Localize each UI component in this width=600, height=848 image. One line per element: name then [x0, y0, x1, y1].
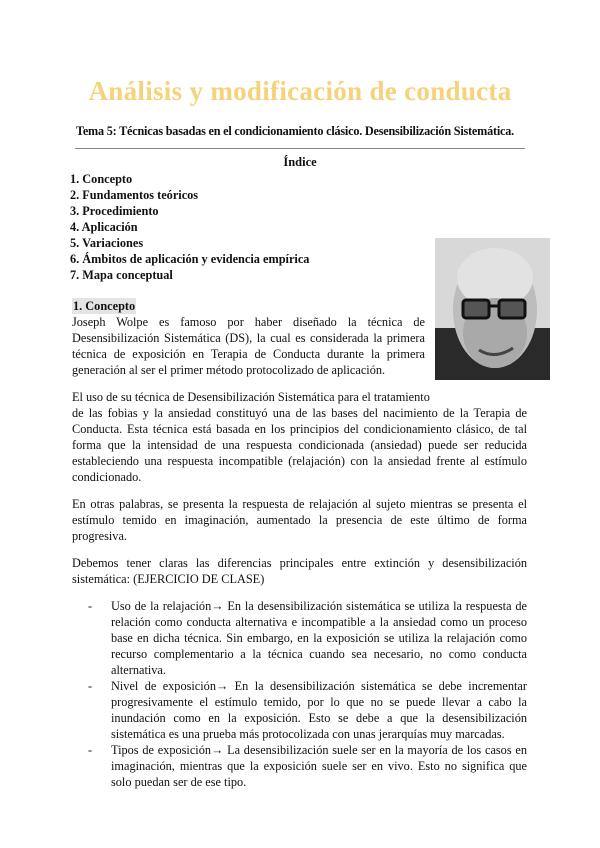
index-item: 7. Mapa conceptual: [70, 268, 173, 282]
list-item: [88, 678, 527, 742]
paragraph: El uso de su técnica de Desensibilización Sistemática para el tratamiento: [72, 390, 430, 404]
section-heading-concepto: 1. Concepto: [73, 299, 136, 313]
index-item: 1. Concepto: [70, 172, 133, 186]
document-title: Análisis y modificación de conducta: [88, 76, 512, 106]
list-item: [88, 742, 527, 790]
section-concepto: [72, 298, 527, 830]
paragraph: Debemos tener claras las diferencias principales entre extinción y desensibilización sistemática: (EJERCICIO DE CLASE): [72, 556, 527, 586]
index-item: 5. Variaciones: [70, 236, 144, 250]
differences-list: [88, 598, 527, 790]
paragraph: En otras palabras, se presenta la respuesta de relajación al sujeto mientras se presenta el estímulo temido en imaginación, aumentado la presencia de este último de forma progresiva.: [72, 497, 527, 543]
paragraph: de las fobias y la ansiedad constituyó una de las bases del nacimiento de la Terapia de Conducta. Esta técnica está basada en los principios del condicionamiento clásico, de tal forma que la intensidad de una respuesta condicionada (ansiedad) puede ser reducida estableciendo una respuesta incompatible (relajación) con la ansiedad frente al estímulo condicionado.: [72, 406, 527, 484]
index-heading: Índice: [283, 155, 317, 169]
bullet-dash: -: [88, 599, 93, 613]
bullet-dash: -: [88, 679, 93, 693]
list-item-text: Uso de la relajación→ En la desensibilización sistemática se utiliza la respuesta de relación como conducta alternativa e incompatible a la ansiedad como un proceso base en dicha técnica. Sin embargo, en la exposición se utiliza la relajación como recurso complementario a la técnica cuando sea necesario, no como conducta alternativa.: [111, 599, 527, 677]
paragraph: Joseph Wolpe es famoso por haber diseñado la técnica de Desensibilización Sistemática (DS), la cual es considerada la primera técnica de exposición en Terapia de Conducta durante la primera generación al ser el primer método protocolizado de aplicación.: [72, 315, 425, 377]
bullet-dash: -: [88, 743, 93, 757]
index-item: 2. Fundamentos teóricos: [70, 188, 199, 202]
index-item: 6. Ámbitos de aplicación y evidencia empírica: [70, 252, 310, 266]
list-item: [88, 598, 527, 678]
divider: [75, 148, 525, 149]
document-subtitle: Tema 5: Técnicas basadas en el condicionamiento clásico. Desensibilización Sistemática.: [76, 124, 514, 138]
index-item: 4. Aplicación: [70, 220, 138, 234]
index-list: [70, 171, 410, 283]
list-item-text: Tipos de exposición→ La desensibilización suele ser en la mayoría de los casos en imaginación, mientras que la exposición suele ser en vivo. Esto no significa que solo puedan ser de ese tipo.: [111, 743, 527, 789]
index-item: 3. Procedimiento: [70, 204, 159, 218]
list-item-text: Nivel de exposición→ En la desensibilización sistemática se debe incrementar progresivamente el estímulo temido, por lo que no se puede llevar a cabo la inundación como en la exposición. Esto se debe a que la desensibilización sistemática es una prueba más protocolizada con unas jerarquías muy marcadas.: [111, 679, 527, 741]
